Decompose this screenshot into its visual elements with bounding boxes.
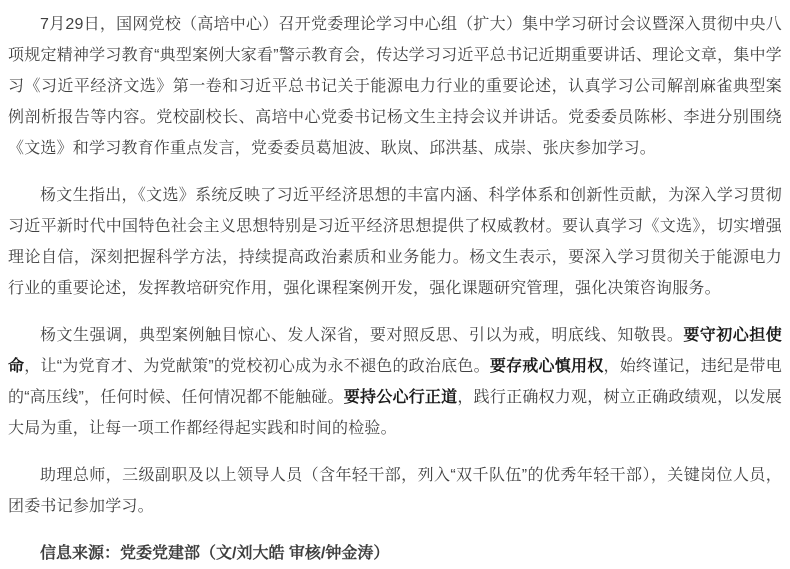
body-text: 杨文生强调，典型案例触目惊心、发人深省，要对照反思、引以为戒，明底线、知敬畏。 xyxy=(40,327,684,344)
body-text: 杨文生指出，《文选》系统反映了习近平经济思想的丰富内涵、科学体系和创新性贡献，为深入学习贯彻习近平新时代中国特色社会主义思想特别是习近平经济思想提供了权威教材。要认真学习《文选》，切实增强理论自信，深刻把握科学方法，持续提高政治素质和业务能力。杨文生表示，要深入学习贯彻关于能源电力行业的重要论述，发挥教培研究作用，强化课程案例开发，强化课题研究管理，强化决策咨询服务。 xyxy=(8,187,782,297)
emphasis-text: 要存戒心慎用权 xyxy=(489,358,604,375)
body-text: ，始终谨记，违纪是带电的“高压线”，任何时候、任何情况都不能触碰。 xyxy=(8,358,782,406)
source-line: 信息来源：党委党建部（文/刘大皓 审核/钟金涛） xyxy=(40,545,390,562)
emphasis-text: 要持公心行正道 xyxy=(343,389,458,406)
body-text: ，践行正确权力观，树立正确政绩观，以发展大局为重，让每一项工作都经得起实践和时间的检验。 xyxy=(8,389,782,437)
article-body xyxy=(8,9,782,522)
paragraph xyxy=(8,180,782,304)
paragraph xyxy=(8,460,782,522)
body-text: ，让“为党育才、为党献策”的党校初心成为永不褪色的政治底色。 xyxy=(24,358,490,375)
paragraph xyxy=(8,320,782,444)
body-text: 助理总师，三级副职及以上领导人员（含年轻干部，列入“双千队伍”的优秀年轻干部），关键岗位人员，团委书记参加学习。 xyxy=(8,467,782,515)
emphasis-text: 要守初心担使命 xyxy=(8,327,782,375)
paragraph xyxy=(8,9,782,164)
body-text: 7月29日，国网党校（高培中心）召开党委理论学习中心组（扩大）集中学习研讨会议暨深入贯彻中央八项规定精神学习教育“典型案例大家看”警示教育会，传达学习习近平总书记近期重要讲话、理论文章，集中学习《习近平经济文选》第一卷和习近平总书记关于能源电力行业的重要论述，认真学习公司解剖麻雀典型案例剖析报告等内容。党校副校长、高培中心党委书记杨文生主持会议并讲话。党委委员陈彬、李进分别围绕《文选》和学习教育作重点发言，党委委员葛旭波、耿岚、邱洪基、成崇、张庆参加学习。 xyxy=(8,16,782,157)
